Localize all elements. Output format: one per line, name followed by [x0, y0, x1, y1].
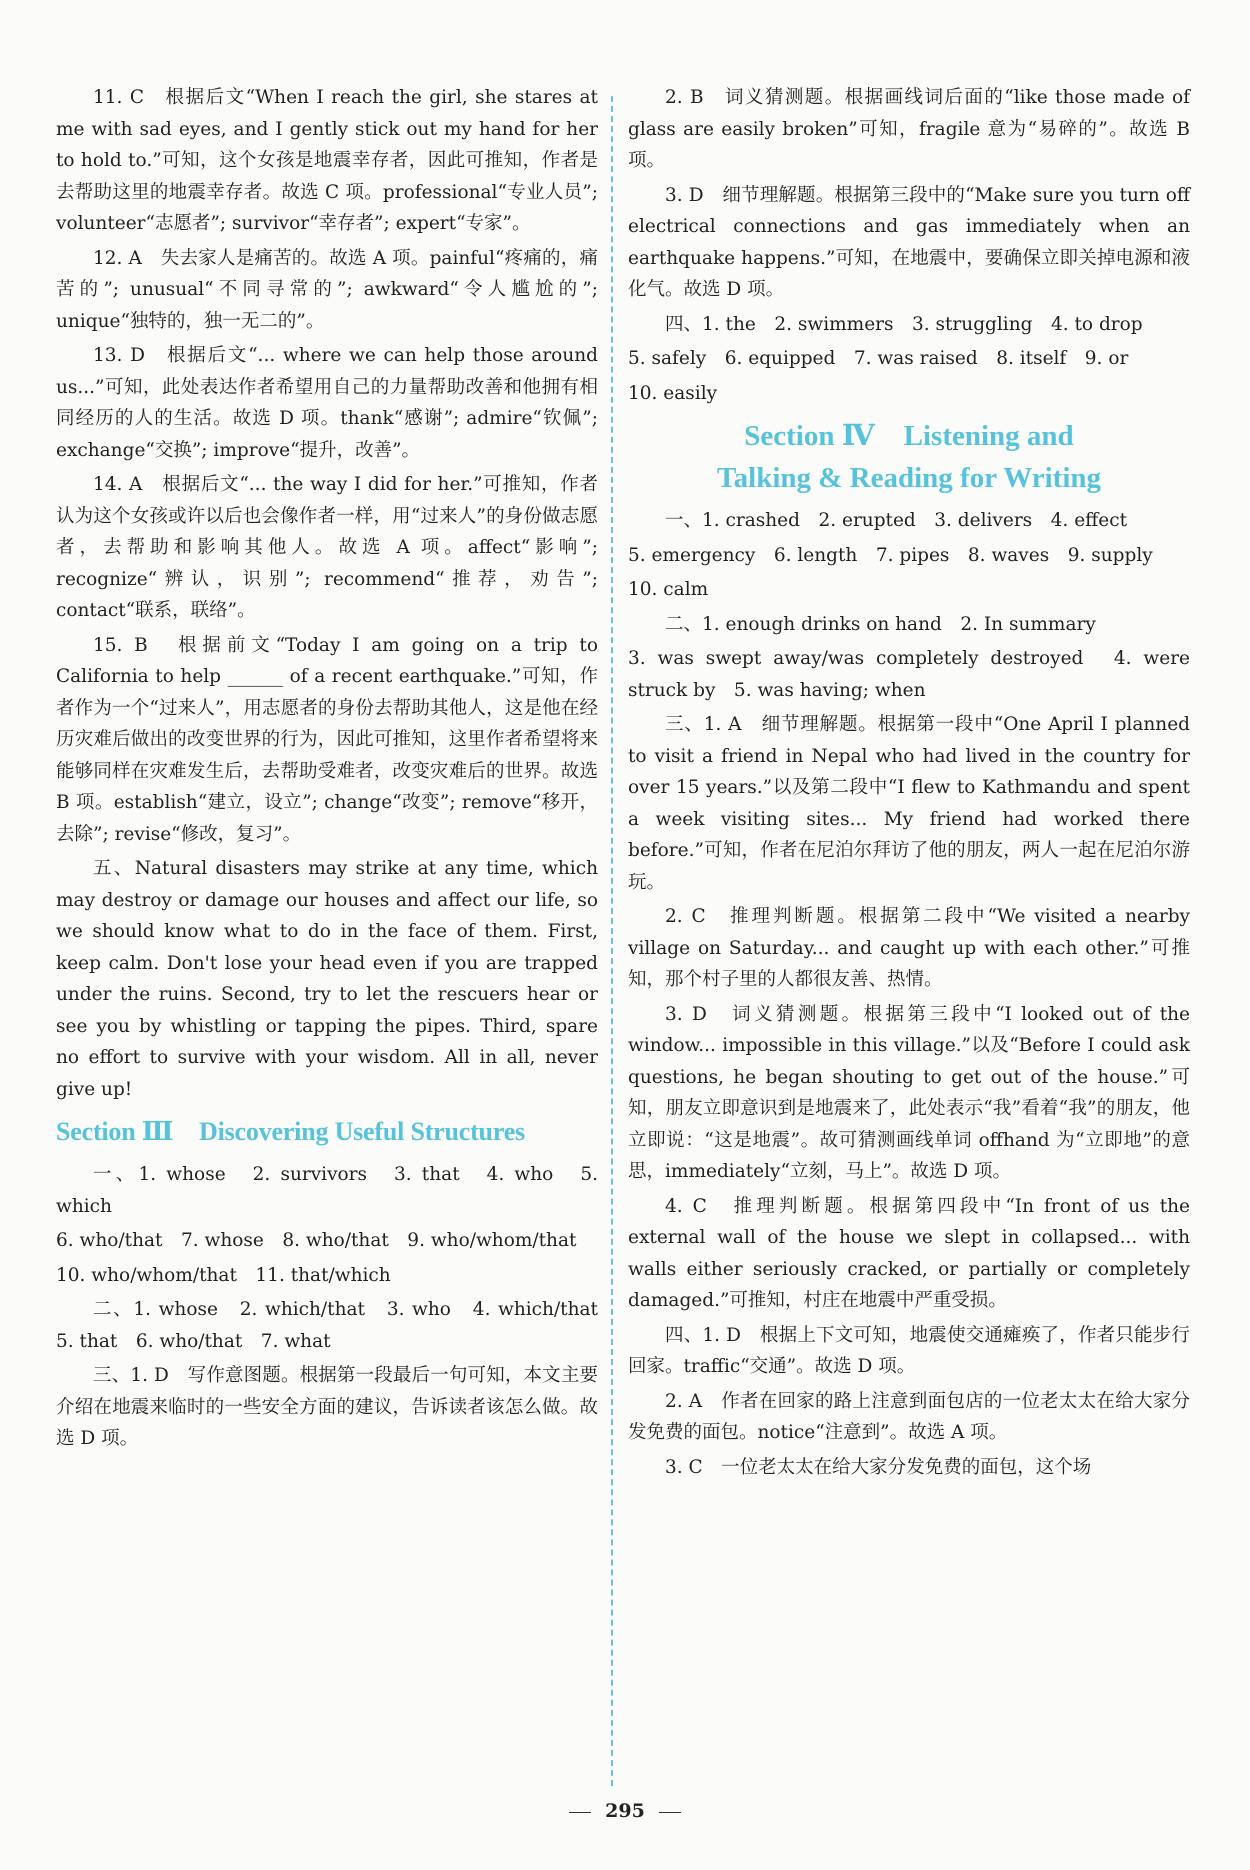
section-4-heading-line2: Talking & Reading for Writing — [716, 462, 1102, 494]
right-column — [628, 82, 1190, 1486]
writing-answer: 五、Natural disasters may strike at any time, which may destroy or damage our houses and affect our life, so we should know what to do in the face of them. First, keep calm. Don't lose your head even if you are trapped under the ruins. Second, try to let the rescuers hear or see you by whistling or tapping the pipes. Third, spare no effort to survive with your wisdom. All in all, never give up! — [56, 858, 598, 1100]
left-column — [56, 82, 617, 1458]
s3-part1-line3: 10. who/whom/that 11. that/which — [56, 1264, 391, 1286]
s3-part2: 二、1. whose 2. which/that 3. who 4. which/that 5. that 6. who/that 7. what — [56, 1299, 617, 1352]
s4-part3-q2: 2. C 推理判断题。根据第二段中“We visited a nearby village on Saturday... and caught up with each other.”可推知，那个村子里的人都很友善、热情。 — [628, 906, 1190, 990]
s4-part1-line2: 5. emergency 6. length 7. pipes 8. waves 9. supply — [628, 544, 1153, 566]
page-number: 295 — [605, 1800, 645, 1822]
s4-part4-q1: 四、1. D 根据上下文可知，地震使交通瘫痪了，作者只能步行回家。traffic“交通”。故选 D 项。 — [628, 1324, 1190, 1377]
s4-part1-line3: 10. calm — [628, 579, 709, 600]
s4-part4-q3: 3. C 一位老太太在给大家分发免费的面包，这个场 — [665, 1456, 1092, 1478]
s4-part2-line1: 二、1. enough drinks on hand 2. In summary — [665, 613, 1096, 635]
s4-part4-q2: 2. A 作者在回家的路上注意到面包店的一位老太太在给大家分发免费的面包。notice“注意到”。故选 A 项。 — [628, 1390, 1190, 1443]
s3-part3-q1: 三、1. D 写作意图题。根据第一段最后一句可知，本文主要介绍在地震来临时的一些安全方面的建议，告诉读者该怎么做。故选 D 项。 — [56, 1365, 598, 1449]
s4-part3-q4: 4. C 推理判断题。根据第四段中“In front of us the external wall of the house we slept in collapsed... with walls either seriously cracked, or partially or completely damaged.”可推知，村庄在地震中严重受损。 — [628, 1195, 1190, 1311]
s3-part4-line3: 10. easily — [628, 382, 718, 404]
s3-part4-line1: 四、1. the 2. swimmers 3. struggling 4. to drop — [665, 313, 1143, 335]
s4-part3-q1: 三、1. A 细节理解题。根据第一段中“One April I planned to visit a friend in Nepal who had lived in the country for over 15 years.”以及第二段中“I flew to Kathmandu and spent a week visiting sites... My friend had worked there before.”可知，作者在尼泊尔拜访了他的朋友，两人一起在尼泊尔游玩。 — [628, 714, 1190, 893]
s4-part3-q3: 3. D 词义猜测题。根据第三段中“I looked out of the window... impossible in this village.”以及“Before I could ask questions, he began shouting to get out of the house.”可知，朋友立即意识到是地震来了，此处表示“我”看着“我”的朋友，他立即说：“这是地震”。故可猜测画线单词 offhand 为“立即地”的意思，immediately“立刻，马上”。故选 D 项。 — [628, 1003, 1190, 1182]
answer-15: 15. B 根据前文“Today I am going on a trip to California to help ______ of a recent earthquake.”可知，作者作为一个“过来人”，用志愿者的身份去帮助其他人，这是他在经历灾难后做出的改变世界的行为，因此可推知，这里作者希望将来能够同样在灾难发生后，去帮助受难者，改变灾难后的世界。故选 B 项。establish“建立，设立”; change“改变”; remove“移开，去除”; revise“修改，复习”。 — [56, 634, 598, 845]
section-4-heading-line1: Section Ⅳ Listening and — [744, 420, 1074, 452]
s4-part1-line1: 一、1. crashed 2. erupted 3. delivers 4. effect — [665, 510, 1128, 531]
s3-part1-line2: 6. who/that 7. whose 8. who/that 9. who/whom/that — [56, 1230, 577, 1251]
answer-11: 11. C 根据后文“When I reach the girl, she stares at me with sad eyes, and I gently stick out my hand for her to hold to.”可知，这个女孩是地震幸存者，因此可推知，作者是去帮助这里的地震幸存者。故选 C 项。professional“专业人员”; volunteer“志愿者”; survivor“幸存者”; expert“专家”。 — [56, 87, 598, 234]
answer-14: 14. A 根据后文“... the way I did for her.”可推知，作者认为这个女孩或许以后也会像作者一样，用“过来人”的身份做志愿者，去帮助和影响其他人。故选 A 项。affect“影响”; recognize“辨认，识别”; recommend“推荐，劝告”; contact“联系，联络”。 — [56, 474, 598, 621]
answer-13: 13. D 根据后文“... where we can help those around us...”可知，此处表达作者希望用自己的力量帮助改善和他拥有相同经历的人的生活。故选 D 项。thank“感谢”; admire“钦佩”; exchange“交换”; improve“提升，改善”。 — [56, 345, 598, 461]
column-divider — [611, 96, 613, 1786]
footer-dash-left — [569, 1812, 591, 1813]
section-3-heading: Section Ⅲ Discovering Useful Structures — [56, 1117, 525, 1146]
footer-dash-right — [659, 1812, 681, 1813]
section-4-heading — [628, 415, 1190, 499]
answer-12: 12. A 失去家人是痛苦的。故选 A 项。painful“疼痛的，痛苦的”; unusual“不同寻常的”; awkward“令人尴尬的”; unique“独特的，独一无二的”。 — [56, 247, 598, 332]
s4-part2-line2: 3. was swept away/was completely destroyed 4. were struck by 5. was having; when — [628, 648, 1190, 701]
s3-part1-line1: 一、1. whose 2. survivors 3. that 4. who 5. which — [56, 1164, 598, 1217]
s3-part3-q3: 3. D 细节理解题。根据第三段中的“Make sure you turn off electrical connections and gas immediately when an earthquake happens.”可知，在地震中，要确保立即关掉电源和液化气。故选 D 项。 — [628, 184, 1190, 300]
page-footer — [0, 1800, 1250, 1822]
s3-part4-line2: 5. safely 6. equipped 7. was raised 8. itself 9. or — [628, 348, 1129, 369]
s3-part3-q2: 2. B 词义猜测题。根据画线词后面的“like those made of glass are easily broken”可知，fragile 意为“易碎的”。故选 B 项。 — [628, 87, 1190, 171]
